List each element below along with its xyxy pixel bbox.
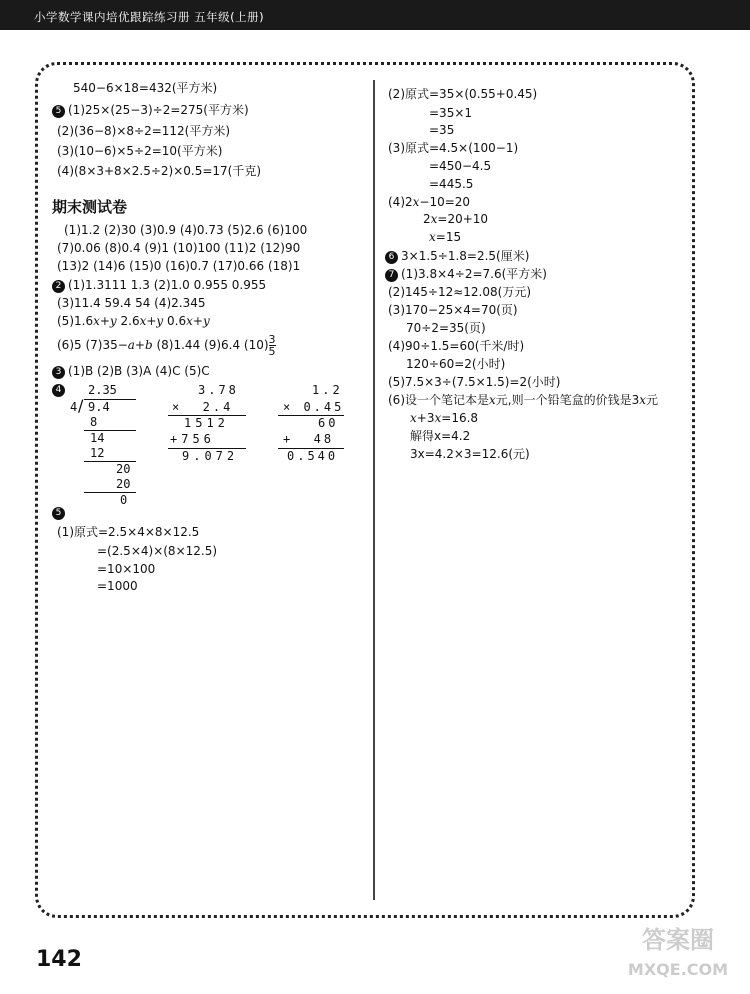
answer-line: =450−4.5	[429, 159, 492, 173]
answer-line: (4)2x−10=20	[388, 195, 471, 209]
answer-line: =(2.5×4)×(8×12.5)	[97, 544, 218, 558]
page-number: 142	[36, 947, 82, 972]
fraction: $\frac{3}{5}$	[268, 333, 276, 358]
answer-line: (5)1.6x+y 2.6x+y 0.6x+y	[57, 314, 210, 328]
watermark: 答案圈 MXQE.COM	[627, 926, 729, 979]
question-badge-line	[52, 504, 68, 520]
answer-line: (2)原式=35×(0.55+0.45)	[388, 87, 538, 101]
question-badge: 3	[52, 366, 65, 379]
mult-partial: +756	[170, 432, 215, 446]
answer-line: (2)145÷12≈12.08(万元)	[388, 285, 531, 299]
division-rule	[84, 492, 136, 493]
division-step: 8	[90, 415, 98, 429]
answer-line: 6 3×1.5÷1.8=2.5(厘米)	[385, 248, 529, 264]
question-badge-line	[52, 381, 68, 397]
answer-line: (3)11.4 59.4 54 (4)2.345	[57, 296, 206, 310]
answer-line: (6)5 (7)35−a+b (8)1.44 (9)6.4 (10) $\frac{3}{5}$	[57, 333, 276, 358]
answer-line: =10×100	[97, 562, 156, 576]
answer-line: (3)(10−6)×5÷2=10(平方米)	[57, 144, 223, 158]
mult-factor: 1.2	[312, 383, 343, 397]
division-step: 0	[120, 493, 128, 507]
answer-line: (6)设一个笔记本是x元,则一个铅笔盒的价钱是3x元	[388, 393, 659, 407]
question-badge: 6	[385, 251, 398, 264]
mult-factor: 3.78	[198, 383, 239, 397]
answer-line: 5 (1)25×(25−3)÷2=275(平方米)	[52, 102, 249, 118]
answer-line: x+3x=16.8	[410, 411, 479, 425]
answer-frame	[35, 62, 695, 918]
answer-line: (3)170−25×4=70(页)	[388, 303, 518, 317]
answer-line: 540−6×18=432(平方米)	[73, 81, 218, 95]
section-title: 期末测试卷	[52, 198, 128, 216]
answer-line: (4)90÷1.5=60(千米/时)	[388, 339, 525, 353]
answer-line: 3x=4.2×3=12.6(元)	[410, 447, 530, 461]
mult-result: 9.072	[182, 449, 239, 463]
answer-line: x=15	[429, 230, 462, 244]
page-header	[0, 0, 750, 30]
answer-line: (2)(36−8)×8÷2=112(平方米)	[57, 124, 231, 138]
question-badge: 4	[52, 384, 65, 397]
answer-line: 3 (1)B (2)B (3)A (4)C (5)C	[52, 363, 210, 379]
question-badge: 5	[52, 105, 65, 118]
answer-line: (1)原式=2.5×4×8×12.5	[57, 525, 200, 539]
answer-line: =445.5	[429, 177, 474, 191]
question-badge: 2	[52, 280, 65, 293]
division-divisor: 4	[70, 400, 78, 414]
answer-line: 解得x=4.2	[410, 429, 471, 443]
mult-partial: 1512	[184, 416, 229, 430]
division-step: 20	[116, 462, 131, 476]
column-divider	[373, 80, 375, 900]
answer-line: (1)1.2 (2)30 (3)0.9 (4)0.73 (5)2.6 (6)100	[64, 223, 308, 237]
mult-partial: 60	[318, 416, 339, 430]
answer-line: (3)原式=4.5×(100−1)	[388, 141, 519, 155]
answer-line: =35	[429, 123, 455, 137]
division-bracket: /	[78, 396, 84, 415]
division-step: 20	[116, 477, 131, 491]
answer-line: 2x=20+10	[423, 212, 489, 226]
answer-line: 7 (1)3.8×4÷2=7.6(平方米)	[385, 266, 547, 282]
answer-line: =35×1	[429, 106, 473, 120]
answer-line: (13)2 (14)6 (15)0 (16)0.7 (17)0.66 (18)1	[57, 259, 301, 273]
division-step: 14	[90, 431, 105, 445]
division-dividend: 9.4	[88, 400, 110, 414]
answer-line: 120÷60=2(小时)	[406, 357, 506, 371]
mult-partial: + 48	[283, 432, 335, 446]
answer-line: 70÷2=35(页)	[406, 321, 486, 335]
mult-result: 0.540	[287, 449, 339, 463]
mult-factor: × 2.4	[172, 400, 234, 414]
division-quotient: 2.35	[88, 383, 117, 397]
answer-line: (7)0.06 (8)0.4 (9)1 (10)100 (11)2 (12)90	[57, 241, 301, 255]
question-badge: 7	[385, 269, 398, 282]
division-step: 12	[90, 446, 105, 460]
answer-line: (4)(8×3+8×2.5÷2)×0.5=17(千克)	[57, 164, 262, 178]
book-title: 小学数学课内培优跟踪练习册 五年级(上册)	[34, 10, 265, 24]
mult-factor: × 0.45	[283, 400, 345, 414]
answer-line: (5)7.5×3÷(7.5×1.5)=2(小时)	[388, 375, 561, 389]
question-badge: 5	[52, 507, 65, 520]
answer-line: 2 (1)1.3111 1.3 (2)1.0 0.955 0.955	[52, 277, 266, 293]
answer-line: =1000	[97, 579, 138, 593]
